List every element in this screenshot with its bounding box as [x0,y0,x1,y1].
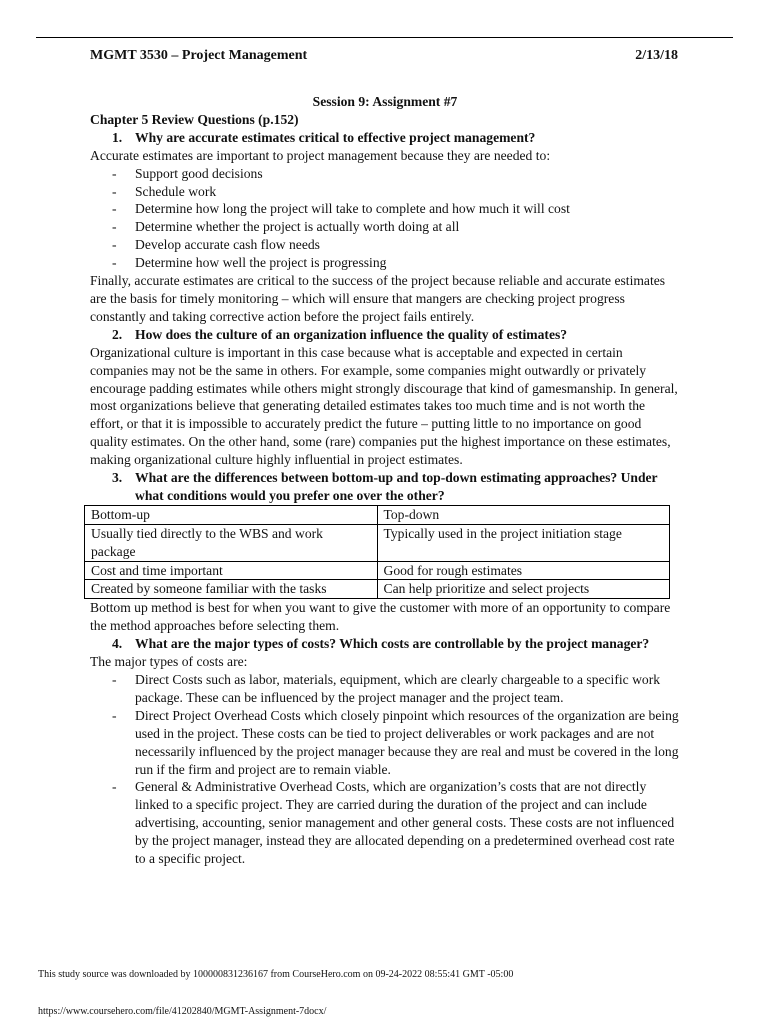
source-url[interactable]: https://www.coursehero.com/file/41202840/MGMT-Assignment-7docx/ [38,1006,327,1017]
session-title: Session 9: Assignment #7 [312,94,458,109]
list-item: - Direct Costs such as labor, materials, equipment, which are clearly chargeable to a specific work package. These can be influenced by the project manager and the project team. [90,671,680,707]
document-body [90,93,680,868]
download-note: This study source was downloaded by 100000831236167 from CourseHero.com on 09-24-2022 08:55:41 GMT -05:00 [38,969,514,980]
question-text: How does the culture of an organization influence the quality of estimates? [135,326,568,342]
top-rule [36,37,733,38]
bullet-list [90,671,680,868]
dash-bullet: - [112,707,117,723]
table-header: Top-down [377,505,670,524]
question-text: What are the differences between bottom-up and top-down estimating approaches? Under what conditions would you prefer one over the other? [135,470,658,503]
dash-bullet: - [112,255,117,271]
dash-bullet: - [112,201,117,217]
table-row [85,580,670,599]
table-row [85,561,670,580]
question-text: Why are accurate estimates critical to effective project management? [135,129,536,145]
page-header [90,46,678,66]
chapter-title: Chapter 5 Review Questions (p.152) [90,111,299,127]
course-title: MGMT 3530 – Project Management [90,48,308,63]
dash-bullet: - [112,779,117,795]
question-2 [90,326,680,344]
answer-paragraph: Finally, accurate estimates are critical to the success of the project because reliable and accurate estimates are the basis for timely monitoring – which will ensure that mangers are checking project progress constantly and taking corrective action before the project fails entirely. [90,273,666,324]
list-item: - Develop accurate cash flow needs [90,236,680,254]
dash-bullet: - [112,219,117,235]
header-date: 2/13/18 [635,48,678,63]
question-number: 3. [112,470,123,486]
comparison-table [84,505,670,600]
table-header-row [85,505,670,524]
question-1 [90,129,680,147]
list-item: - General & Administrative Overhead Costs, which are organization’s costs that are not directly linked to a specific project. They are carried during the duration of the project and can include advertising, accounting, senior management and other general costs. These costs are not influenced by the project manager, instead they are allocated depending on a predetermined overhead cost rate to a specific project. [90,778,680,868]
list-item: - Direct Project Overhead Costs which closely pinpoint which resources of the organization are being used in the project. These costs can be tied to project deliverables or work packages and are not necessarily influenced by the project manager because they are real and must be covered in the long run if the firm and project are to remain viable. [90,707,680,779]
question-number: 4. [112,636,123,652]
answer-intro: Accurate estimates are important to project management because they are needed to: [90,147,551,163]
table-cell: Typically used in the project initiation stage [377,524,670,561]
table-cell: Cost and time important [85,561,378,580]
question-number: 1. [112,129,123,145]
question-3 [90,469,680,505]
list-item: - Schedule work [90,183,680,201]
answer-paragraph: Organizational culture is important in this case because what is acceptable and expected in certain companies may not be the same in others. For example, some companies might outwardly or privately encourage padding estimates while others might strongly discourage that kind of gamesmanship. In general, most organizations believe that generating detailed estimates takes too much time and is not worth the effort, or that it is impossible to accurately predict the future – putting little to no importance on good quality estimates. On the other hand, some (rare) companies put the highest importance on these estimates, making organizational culture highly influential in project estimates. [90,344,678,468]
table-row [85,524,670,561]
table-cell: Good for rough estimates [377,561,670,580]
list-item: - Determine how long the project will take to complete and how much it will cost [90,200,680,218]
list-item: - Determine whether the project is actually worth doing at all [90,218,680,236]
question-text: What are the major types of costs? Which costs are controllable by the project manager? [135,636,650,652]
answer-intro: The major types of costs are: [90,654,248,670]
table-cell: Created by someone familiar with the tasks [85,580,378,599]
answer-paragraph: Bottom up method is best for when you want to give the customer with more of an opportunity to compare the method approaches before selecting them. [90,600,671,634]
question-number: 2. [112,326,123,342]
list-item: - Support good decisions [90,165,680,183]
table-cell: Usually tied directly to the WBS and work package [85,524,378,561]
dash-bullet: - [112,165,117,181]
table-cell: Can help prioritize and select projects [377,580,670,599]
question-4 [90,635,680,653]
list-item: - Determine how well the project is progressing [90,254,680,272]
dash-bullet: - [112,237,117,253]
bullet-list [90,165,680,272]
dash-bullet: - [112,183,117,199]
dash-bullet: - [112,672,117,687]
table-header: Bottom-up [85,505,378,524]
